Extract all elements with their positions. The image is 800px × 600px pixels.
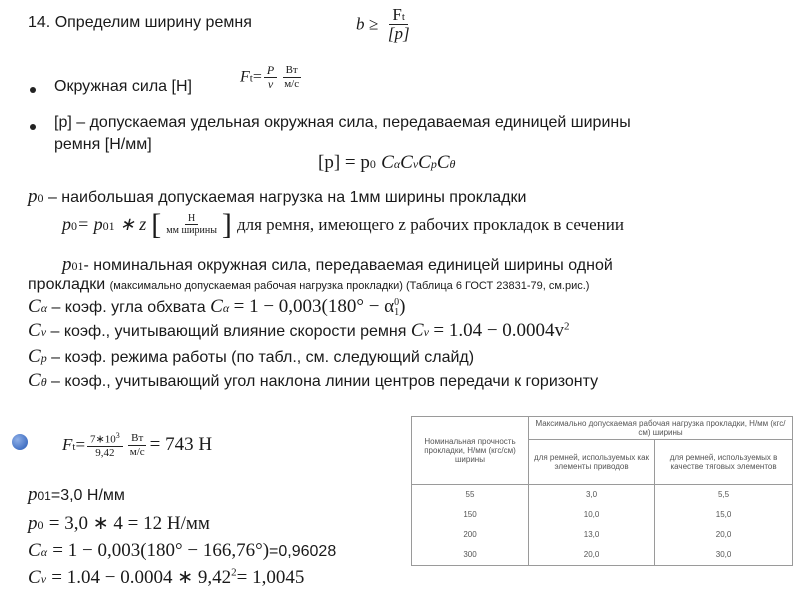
table-header-traction: для ремней, используемых в качестве тяговых элементов <box>655 440 793 485</box>
p01-sub: 01 <box>71 259 84 273</box>
calpha-formula: = 1 − 0,003(180° − α <box>233 296 395 317</box>
calc-p0-sym: p <box>28 513 38 534</box>
calc-p0-text: = 3,0 ∗ 4 = 12 Н/мм <box>48 513 210 534</box>
table-row <box>412 505 793 525</box>
cv-sym: C <box>28 320 41 341</box>
calc-calpha <box>28 540 336 562</box>
calc-calpha-sym: C <box>28 540 41 561</box>
formula-p <box>318 152 455 174</box>
p0f-eq: = p <box>77 213 103 234</box>
p01-text: - номинальная окружная сила, передаваемая единицей ширины одной <box>83 257 613 274</box>
calc-p01-text: =3,0 Н/мм <box>50 487 125 504</box>
ft-num: P <box>264 64 277 78</box>
calc-ft-num-sup: 3 <box>115 431 120 440</box>
ft-eq: = <box>252 68 262 86</box>
formula-p-ct: C <box>436 152 450 173</box>
calc-ft-lhs: F <box>62 435 73 455</box>
calc-ft-den: 9,42 <box>95 447 115 460</box>
formula-p-cp-sub: p <box>430 157 437 171</box>
p0f-sub2: 01 <box>102 218 115 233</box>
calc-cv <box>28 566 304 589</box>
calpha-sym2: C <box>210 296 223 317</box>
calpha-close: ) <box>399 296 406 317</box>
p0-formula: p0= p01 ∗ z [ $\frac{Н}{\text{мм ширины}}$ ] для ремня, имеющего z рабочих прокладок в сечении <box>62 208 624 241</box>
calc-ft-eq: = <box>75 435 86 455</box>
cp-sym: C <box>28 346 41 367</box>
table-row <box>412 525 793 545</box>
cv-sub: v <box>40 325 47 339</box>
cv-text: – коэф., учитывающий влияние скорости ремня <box>50 323 407 340</box>
table-cell: 3,0 <box>529 485 655 506</box>
ft-den: v <box>267 76 274 91</box>
calc-calpha-result: =0,96028 <box>269 543 337 560</box>
table-cell: 10,0 <box>529 505 655 525</box>
calpha-sub1: 1 <box>394 306 400 318</box>
p0f-unit-num: Н <box>185 214 198 226</box>
table-cell: 300 <box>412 545 529 566</box>
ft-lhs: F <box>240 68 250 86</box>
bullet1-formula <box>240 64 304 91</box>
table-cell: 13,0 <box>529 525 655 545</box>
p0f-times: ∗ z <box>119 213 147 234</box>
cv-formula: = 1.04 − 0.0004v <box>433 320 565 341</box>
table-cell: 20,0 <box>529 545 655 566</box>
prokladki-big: прокладки <box>28 276 106 293</box>
p0f-text: для ремня, имеющего z рабочих прокладок в сечении <box>236 214 624 234</box>
gost-table <box>411 416 793 566</box>
formula-p-ca-sub: α <box>393 157 401 171</box>
calc-p01-sym: p <box>28 484 38 505</box>
p0f-unit-den: мм ширины <box>166 225 217 237</box>
calpha-sub2: α <box>222 301 230 315</box>
formula-p-cv-sub: v <box>412 157 419 171</box>
table-cell: 20,0 <box>655 525 793 545</box>
cv-sym2: C <box>410 320 424 341</box>
calpha-text: – коэф. угла обхвата <box>51 299 206 316</box>
calc-p0 <box>28 512 210 535</box>
table-cell: 30,0 <box>655 545 793 566</box>
p01-line <box>62 254 613 276</box>
ctheta-line <box>28 370 598 392</box>
p0-text: – наибольшая допускаемая нагрузка на 1мм ширины прокладки <box>47 189 527 206</box>
bullet-dot-2 <box>30 124 36 130</box>
calc-p01 <box>28 484 125 506</box>
table-row <box>412 485 793 506</box>
table-row <box>412 545 793 566</box>
formula-b-num-sub: t <box>401 11 405 23</box>
cv-sup: 2 <box>564 320 570 333</box>
calc-cv-sub: v <box>40 572 47 586</box>
calpha-line <box>28 296 405 318</box>
calc-ft-unit-num: Вт <box>128 433 146 446</box>
calc-ft-sub: t <box>72 441 76 454</box>
formula-p-lhs: [p] = p <box>318 152 370 173</box>
calc-ft-num: 7∗10 <box>90 433 116 446</box>
bullet2-line2: ремня [Н/мм] <box>54 136 152 153</box>
calpha-sup: 0 <box>394 296 400 308</box>
table-cell: 55 <box>412 485 529 506</box>
table-header-strength: Номинальная прочность прокладки, Н/мм (кгс/см) ширины <box>412 417 529 485</box>
table-header-drive: для ремней, используемых как элементы приводов <box>529 440 655 485</box>
formula-p-cp: C <box>418 152 431 173</box>
table-cell: 150 <box>412 505 529 525</box>
calc-cv-text: = 1.04 − 0.0004 ∗ 9,42 <box>51 567 232 588</box>
calc-cv-sup: 2 <box>231 566 237 579</box>
formula-p-ct-sub: θ <box>449 157 456 171</box>
ft-sub: t <box>249 72 253 85</box>
formula-b-num: F <box>392 5 402 24</box>
formula-p-ca: C <box>381 152 394 173</box>
bullet1-text: Окружная сила [H] <box>54 78 192 95</box>
formula-b-den: [p] <box>387 23 410 43</box>
ctheta-text: – коэф., учитывающий угол наклона линии центров передачи к горизонту <box>51 373 599 390</box>
calc-p0-sub: 0 <box>37 518 44 532</box>
p0f-lhs: p <box>62 213 71 234</box>
p0-sub: 0 <box>37 191 44 205</box>
cp-text: – коэф. режима работы (по табл., см. следующий слайд) <box>51 349 475 366</box>
formula-p-cv: C <box>400 152 413 173</box>
formula-b <box>356 6 415 44</box>
calc-ft-result: = 743 Н <box>149 434 213 456</box>
calc-calpha-sub: α <box>40 545 47 559</box>
calc-p01-sub: 01 <box>37 489 51 503</box>
cv-sub2: v <box>423 325 429 339</box>
p01-sym: p <box>62 254 72 275</box>
calc-ft-unit-den: м/с <box>129 445 145 458</box>
p0f-lhs-sub: 0 <box>71 218 77 233</box>
cv-line <box>28 320 570 342</box>
bullet2-line1: [p] – допускаемая удельная окружная сила, передаваемая единицей ширины <box>54 114 631 131</box>
cp-sub: p <box>40 351 47 365</box>
p0-sym: p <box>28 186 38 207</box>
blue-circle-icon <box>12 434 28 450</box>
calc-cv-sym: C <box>28 567 41 588</box>
p0-line <box>28 186 526 208</box>
table-header-load: Максимально допускаемая рабочая нагрузка прокладки, Н/мм (кгс/см) ширины <box>529 417 793 440</box>
calc-ft <box>62 432 212 459</box>
prokladki-small: (максимально допускаемая рабочая нагрузка прокладки) (Таблица 6 ГОСТ 23831-79, см.рис.) <box>109 280 590 292</box>
formula-b-lhs: b ≥ <box>356 14 379 34</box>
calc-cv-result: = 1,0045 <box>236 567 305 588</box>
calpha-sym: C <box>28 296 41 317</box>
calc-calpha-text: = 1 − 0,003(180° − 166,76°) <box>52 540 270 561</box>
table-cell: 200 <box>412 525 529 545</box>
cp-line <box>28 346 474 368</box>
ctheta-sym: C <box>28 370 41 391</box>
table-cell: 15,0 <box>655 505 793 525</box>
ft-unit-num: Вт <box>283 65 301 78</box>
prokladki-line <box>28 276 589 294</box>
ft-unit-den: м/с <box>284 77 300 90</box>
ctheta-sub: θ <box>40 375 47 389</box>
table-cell: 5,5 <box>655 485 793 506</box>
page-title: 14. Определим ширину ремня <box>28 14 252 31</box>
formula-p-sub: 0 <box>369 157 376 171</box>
bullet-dot-1 <box>30 87 36 93</box>
calpha-sub: α <box>40 301 47 315</box>
